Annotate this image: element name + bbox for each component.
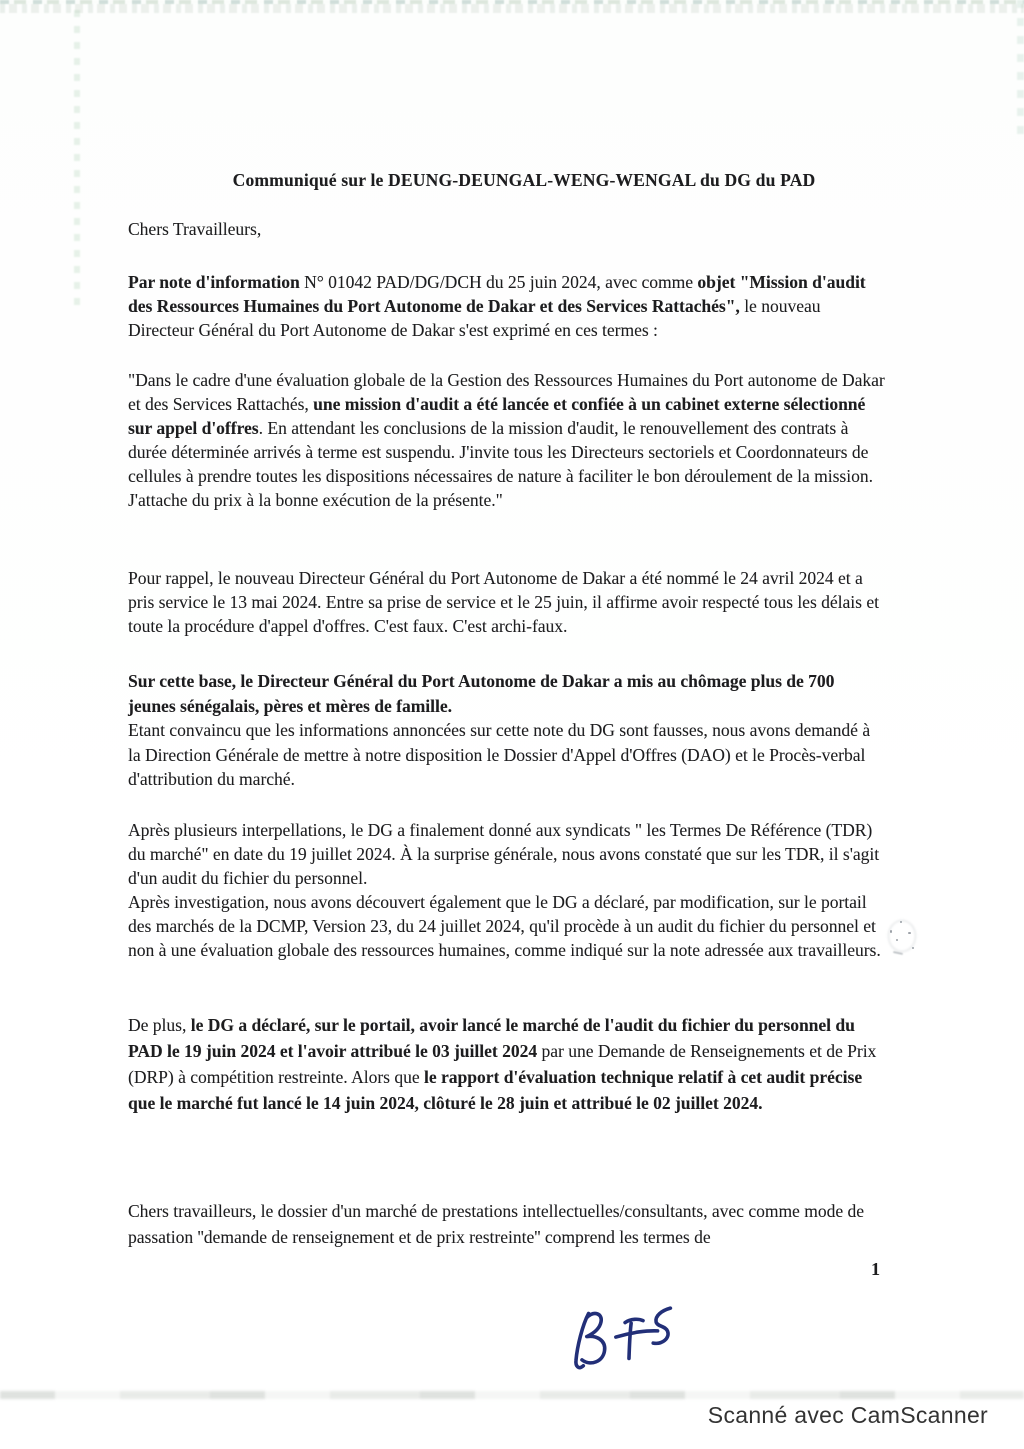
text-run-bold: le DG a déclaré, sur le portail, avoir lancé le marché de l'audit du fichier du personnel du PAD le 19 juin 2024 et l'avoir attribué le 03 juillet 2024 [128,1015,855,1061]
camscanner-watermark: Scanné avec CamScanner [707,1402,988,1428]
page-number: 1 [871,1259,880,1279]
paragraph-pour-rappel: Pour rappel, le nouveau Directeur Général du Port Autonome de Dakar a été nommé le 24 avril 2024 et a pris service le 13 mai 2024. Entre sa prise de service et le 25 juin, il affirme avoir respecté tous les délais et toute la procédure d'appel d'offres. C'est faux. C'est archi-faux. [128,568,879,636]
text-run-bold: Sur cette base, le Directeur Général du Port Autonome de Dakar a mis au chômage plus de 700 jeunes sénégalais, pères et mères de famille. [128,671,835,716]
salutation-text: Chers Travailleurs, [128,219,262,239]
handwritten-signature [550,1299,684,1382]
margin-smudge-artifact [886,916,920,962]
paragraph-tdr-investigation [128,818,886,962]
scan-artifact-left-edge [74,10,80,310]
paragraph-closing: Chers travailleurs, le dossier d'un marché de prestations intellectuelles/consultants, avec comme mode de passation ''demande de renseignement et de prix restreinte'' comprend les termes de [128,1201,864,1247]
signature-stroke-f-top [625,1319,643,1323]
text-run: Après investigation, nous avons découvert également que le DG a déclaré, par modification, sur le portail des marchés de la DCMP, Version 23, du 24 juillet 2024, qu'il procède à un audit du fichier du personnel et non à une évaluation globale des ressources humaines, comme indiqué sur la note adressée aux travailleurs. [128,892,881,960]
scan-artifact-top-edge [0,0,1024,14]
paragraph-dg-quote [128,368,886,512]
text-run: Etant convaincu que les informations annoncées sur cette note du DG sont fausses, nous avons demandé à la Direction Générale de mettre à notre disposition le Dossier d'Appel d'Offres (DAO) et le Procès-verbal d'attribution du marché. [128,720,871,789]
scan-artifact-bottom-band [0,1391,1024,1399]
signature-stroke-f-stem [627,1323,633,1358]
paragraph-mise-au-chomage [128,669,886,792]
text-run: le nouveau Directeur Général du Port Autonome de Dakar s'est exprimé en ces termes : [128,296,821,340]
text-run: N° 01042 PAD/DG/DCH du 25 juin 2024, avec comme [304,272,698,292]
text-run-bold: une mission d'audit a été lancée et confiée à un cabinet externe sélectionné sur appel d'offres [128,394,866,438]
signature-stroke-s [651,1308,672,1343]
signature-stroke-f-bar [616,1331,658,1338]
text-run: . En attendant les conclusions de la mission d'audit, le renouvellement des contrats à durée déterminée arrivés à terme est suspendu. J'invite tous les Directeurs sectoriels et Coordonnateurs de cellules à prendre toutes les dispositions nécessaires de nature à faciliter le bon déroulement de la mission. J'attache du prix à la bonne exécution de la présente." [128,418,873,510]
page-title: Communiqué sur le DEUNG-DEUNGAL-WENG-WENGAL du DG du PAD [232,170,816,190]
text-run: par une Demande de Renseignements et de Prix (DRP) à compétition restreinte. Alors que [128,1041,877,1087]
text-run-bold: Par note d'information [128,272,305,292]
text-run-bold: objet "Mission d'audit des Ressources Humaines du Port Autonome de Dakar et des Services Rattachés", [128,272,866,316]
text-run: "Dans le cadre d'une évaluation globale de la Gestion des Ressources Humaines du Port autonome de Dakar et des Services Rattachés, [128,370,885,414]
text-run: Après plusieurs interpellations, le DG a finalement donné aux syndicats " les Termes De Référence (TDR) du marché" en date du 19 juillet 2024. À la surprise générale, nous avons constaté que sur les TDR, il s'agit d'un audit du fichier du personnel. [128,820,880,888]
scan-artifact-right-edge [1017,0,1024,140]
text-run-bold: le rapport d'évaluation technique relatif à cet audit précise que le marché fut lancé le 14 juin 2024, clôturé le 28 juin et attribué le 02 juillet 2024. [128,1067,863,1113]
text-run: De plus, [128,1015,191,1035]
paragraph-note-information [128,270,886,342]
paragraph-marche-dates [128,1012,886,1116]
